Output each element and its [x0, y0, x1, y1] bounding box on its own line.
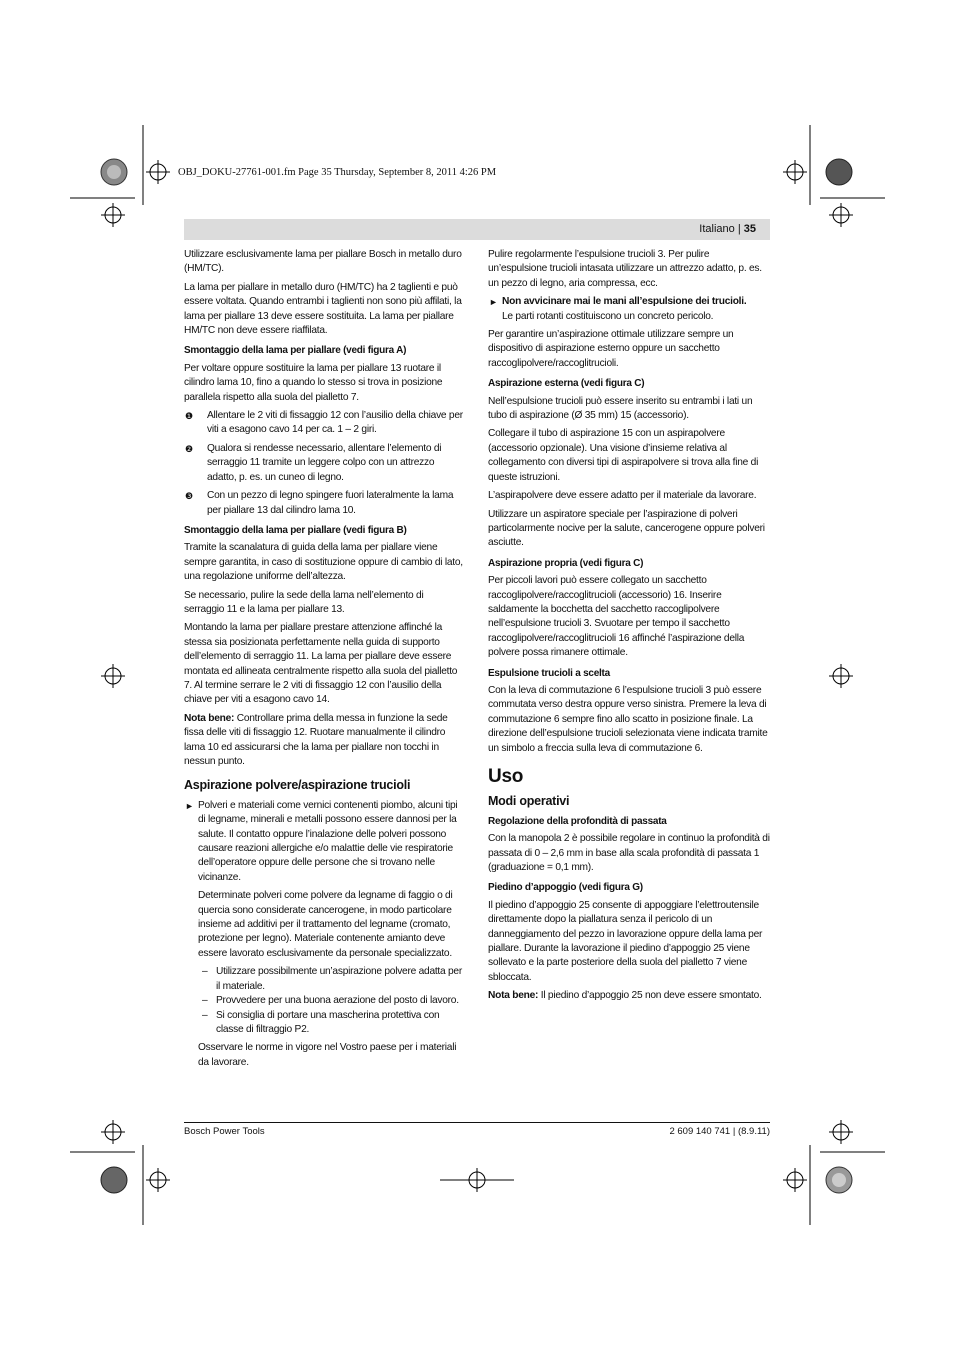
paragraph: Collegare il tubo di aspirazione 15 con un aspirapolvere (accessorio opzionale). Una visione d’insieme relativa al collegamento con diversi tipi di aspirapolvere si trova alla fine di queste istruzioni. — [488, 428, 759, 483]
paragraph: Pulire regolarmente l’espulsione trucioli 3. Per pulire un’espulsione trucioli intasata utilizzare un attrezzo adatto, p. es. un pezzo di legno, aria compressa, ecc. — [488, 249, 762, 289]
target-rm — [829, 664, 853, 688]
note — [184, 712, 466, 770]
subheading: Espulsione trucioli a scelta — [488, 667, 610, 679]
note-text: Controllare prima della messa in funzione la sede fissa delle viti di fissaggio 12. Ruotare manualmente il cilindro lama 10 ed assicurarsi che la lama per piallare non tocchi in nessun punto. — [184, 712, 448, 767]
dash-text: Si consiglia di portare una mascherina protettiva con classe di filtraggio P2. — [216, 1009, 440, 1035]
header-separator: | — [737, 223, 741, 235]
paragraph: L’aspirapolvere deve essere adatto per il materiale da lavorare. — [488, 490, 757, 502]
left-column — [184, 248, 466, 1074]
dash-marker: – — [202, 995, 208, 1007]
note-label: Nota bene: — [184, 712, 235, 724]
target-l1 — [101, 203, 125, 227]
target-rb — [829, 1120, 853, 1144]
footer-rule — [184, 1122, 770, 1123]
target-br — [783, 1168, 807, 1192]
warning-item — [488, 295, 770, 324]
step-marker: ❸ — [185, 491, 193, 502]
target-tr — [783, 160, 807, 184]
bullet-marker: ► — [185, 800, 194, 811]
footer-doc-number: 2 609 140 741 | (8.9.11) — [669, 1126, 770, 1137]
paragraph: Utilizzare un aspiratore speciale per l’aspirazione di polveri particolarmente nocive per la salute, cancerogene oppure polveri asciutte. — [488, 508, 765, 549]
chapter-heading: Uso — [488, 766, 524, 787]
paragraph: Osservare le norme in vigore nel Vostro paese per i materiali da lavorare. — [198, 1042, 457, 1068]
target-tl — [146, 160, 170, 184]
file-slug: OBJ_DOKU-27761-001.fm Page 35 Thursday, September 8, 2011 4:26 PM — [178, 167, 497, 178]
paragraph: Determinate polveri come polvere da legname di faggio o di quercia sono considerate cancerogene, in modo particolare insieme ad additivi per il trattamento del legname (cromato, protezione per legno). Materiale contenente amianto deve essere lavorato esclusivamente da personale specializzato. — [198, 890, 453, 959]
note-label: Nota bene: — [488, 990, 539, 1002]
subheading: Aspirazione esterna (vedi figura C) — [488, 378, 645, 390]
paragraph: Nell’espulsione trucioli può essere inserito su entrambi i lati un tubo di aspirazione (Ø 35 mm) 15 (accessorio). — [488, 395, 753, 422]
paragraph: Per garantire un’aspirazione ottimale utilizzare sempre un dispositivo di aspirazione esterno oppure un sacchetto raccoglipolvere/raccoglitrucioli. — [488, 329, 734, 369]
step-item — [184, 489, 466, 518]
page-header — [699, 223, 756, 235]
target-bl — [146, 1168, 170, 1192]
step-text: Allentare le 2 viti di fissaggio 12 con l’ausilio della chiave per viti a esagono cavo 14 per ca. 1 – 2 giri. — [207, 410, 463, 436]
paragraph: La lama per piallare in metallo duro (HM/TC) ha 2 taglienti e può essere voltata. Quando entrambi i taglienti non sono più affilati, la lama per piallare 13 deve essere sostituita. La lama per piallare HM/TC non deve essere riaffilata. — [184, 281, 462, 337]
dash-item — [184, 965, 466, 994]
target-r1 — [829, 203, 853, 227]
dash-marker: – — [202, 1009, 208, 1021]
footer-brand: Bosch Power Tools — [184, 1126, 265, 1137]
bullet-item — [184, 799, 466, 885]
step-marker: ❷ — [185, 443, 193, 454]
step-item — [184, 409, 466, 438]
paragraph: Utilizzare esclusivamente lama per piallare Bosch in metallo duro (HM/TC). — [184, 249, 462, 275]
step-item — [184, 442, 466, 485]
note-text: Il piedino d’appoggio 25 non deve essere smontato. — [540, 990, 762, 1002]
page-number: 35 — [743, 223, 756, 235]
paragraph: Se necessario, pulire la sede della lama nell’elemento di serraggio 11 e la lama per piallare 13. — [184, 589, 424, 615]
bullet-marker: ► — [489, 297, 498, 308]
section-heading: Aspirazione polvere/aspirazione trucioli — [184, 778, 411, 793]
dash-item — [184, 994, 466, 1008]
paragraph: Il piedino d’appoggio 25 consente di appoggiare l’elettroutensile direttamente dopo la piallatura senza il pericolo di un danneggiamento del pezzo in lavorazione oppure della lama per piallare. Durante la lavorazione il piedino d’appoggio 25 viene sollevato e la parte posteriore della suola del pialletto 7 viene sbloccata. — [488, 899, 763, 983]
paragraph: Con la leva di commutazione 6 l’espulsione trucioli 3 può essere commutata verso destra oppure verso sinistra. Premere la leva di commutazione 6 sempre fino allo scatto in posizione finale. La direzione dell’espulsione trucioli selezionata viene indicata tramite un simbolo a freccia sulla leva di commutazione 6. — [488, 684, 768, 754]
page-header-bar — [184, 219, 770, 240]
target-lb — [101, 1120, 125, 1144]
subheading: Smontaggio della lama per piallare (vedi figura A) — [184, 345, 407, 357]
warning-text: Le parti rotanti costituiscono un concreto pericolo. — [502, 310, 714, 322]
subheading: Aspirazione propria (vedi figura C) — [488, 557, 644, 569]
paragraph: Tramite la scanalatura di guida della lama per piallare viene sempre garantita, in caso di sostituzione oppure di cambio di lato, una regolazione uniforme dell’altezza. — [184, 542, 463, 583]
step-text: Qualora si rendesse necessario, allentare l’elemento di serraggio 11 tramite un leggere colpo con un attrezzo adatto, p. es. un cuneo di legno. — [207, 442, 442, 483]
right-column — [488, 248, 770, 1008]
section-heading: Modi operativi — [488, 794, 570, 809]
bullet-text: Polveri e materiali come vernici contenenti piombo, alcuni tipi di legname, minerali e metalli possono essere dannosi per la salute. Il contatto oppure l’inalazione delle polveri possono causare reazioni allergiche e/o malattie delle vie respiratorie dell’operatore oppure delle persone che si trovano nelle vicinanze. — [198, 799, 458, 883]
dash-marker: – — [202, 966, 208, 978]
subheading: Smontaggio della lama per piallare (vedi figura B) — [184, 524, 407, 536]
warning-bold: Non avvicinare mai le mani all’espulsione dei trucioli. — [502, 296, 747, 308]
paragraph: Per piccoli lavori può essere collegato un sacchetto raccoglipolvere/raccoglitrucioli (accessorio) 16. Inserire saldamente la bocchetta del sacchetto raccoglipolvere nell’espulsione trucioli 3. Svuotare per tempo il sacchetto raccoglipolvere/raccoglitrucioli 16 affinché l’aspirazione della polvere possa rimanere ottimale. — [488, 575, 745, 659]
note — [488, 989, 770, 1003]
dash-item — [184, 1009, 466, 1038]
step-marker: ❶ — [185, 411, 193, 422]
target-lm — [101, 664, 125, 688]
subheading: Regolazione della profondità di passata — [488, 815, 667, 827]
subheading: Piedino d’appoggio (vedi figura G) — [488, 882, 643, 894]
paragraph: Con la manopola 2 è possibile regolare in continuo la profondità di passata di 0 – 2,6 mm in base alla scala profondità di passata 1 (graduazione = 0,1 mm). — [488, 833, 770, 874]
dash-text: Provvedere per una buona aerazione del posto di lavoro. — [216, 995, 459, 1007]
step-text: Con un pezzo di legno spingere fuori lateralmente la lama per piallare 13 dal cilindro lama 10. — [207, 490, 454, 516]
header-language: Italiano — [699, 223, 735, 235]
target-bm — [440, 1168, 514, 1192]
dash-text: Utilizzare possibilmente un’aspirazione polvere adatta per il materiale. — [216, 966, 462, 992]
paragraph: Per voltare oppure sostituire la lama per piallare 13 ruotare il cilindro lama 10, fino a quando lo stesso si trova in posizione parallela rispetto alla suola del pialletto 7. — [184, 362, 443, 403]
paragraph: Montando la lama per piallare prestare attenzione affinché la stessa sia posizionata perfettamente nella guida di supporto dell’elemento di serraggio 11. La lama per piallare deve essere montata ed allineata centralmente rispetto alla suola del pialletto 7. Al termine serrare le 2 viti di fissaggio 12 con l’ausilio della chiave per viti a esagono cavo 14. — [184, 622, 458, 706]
